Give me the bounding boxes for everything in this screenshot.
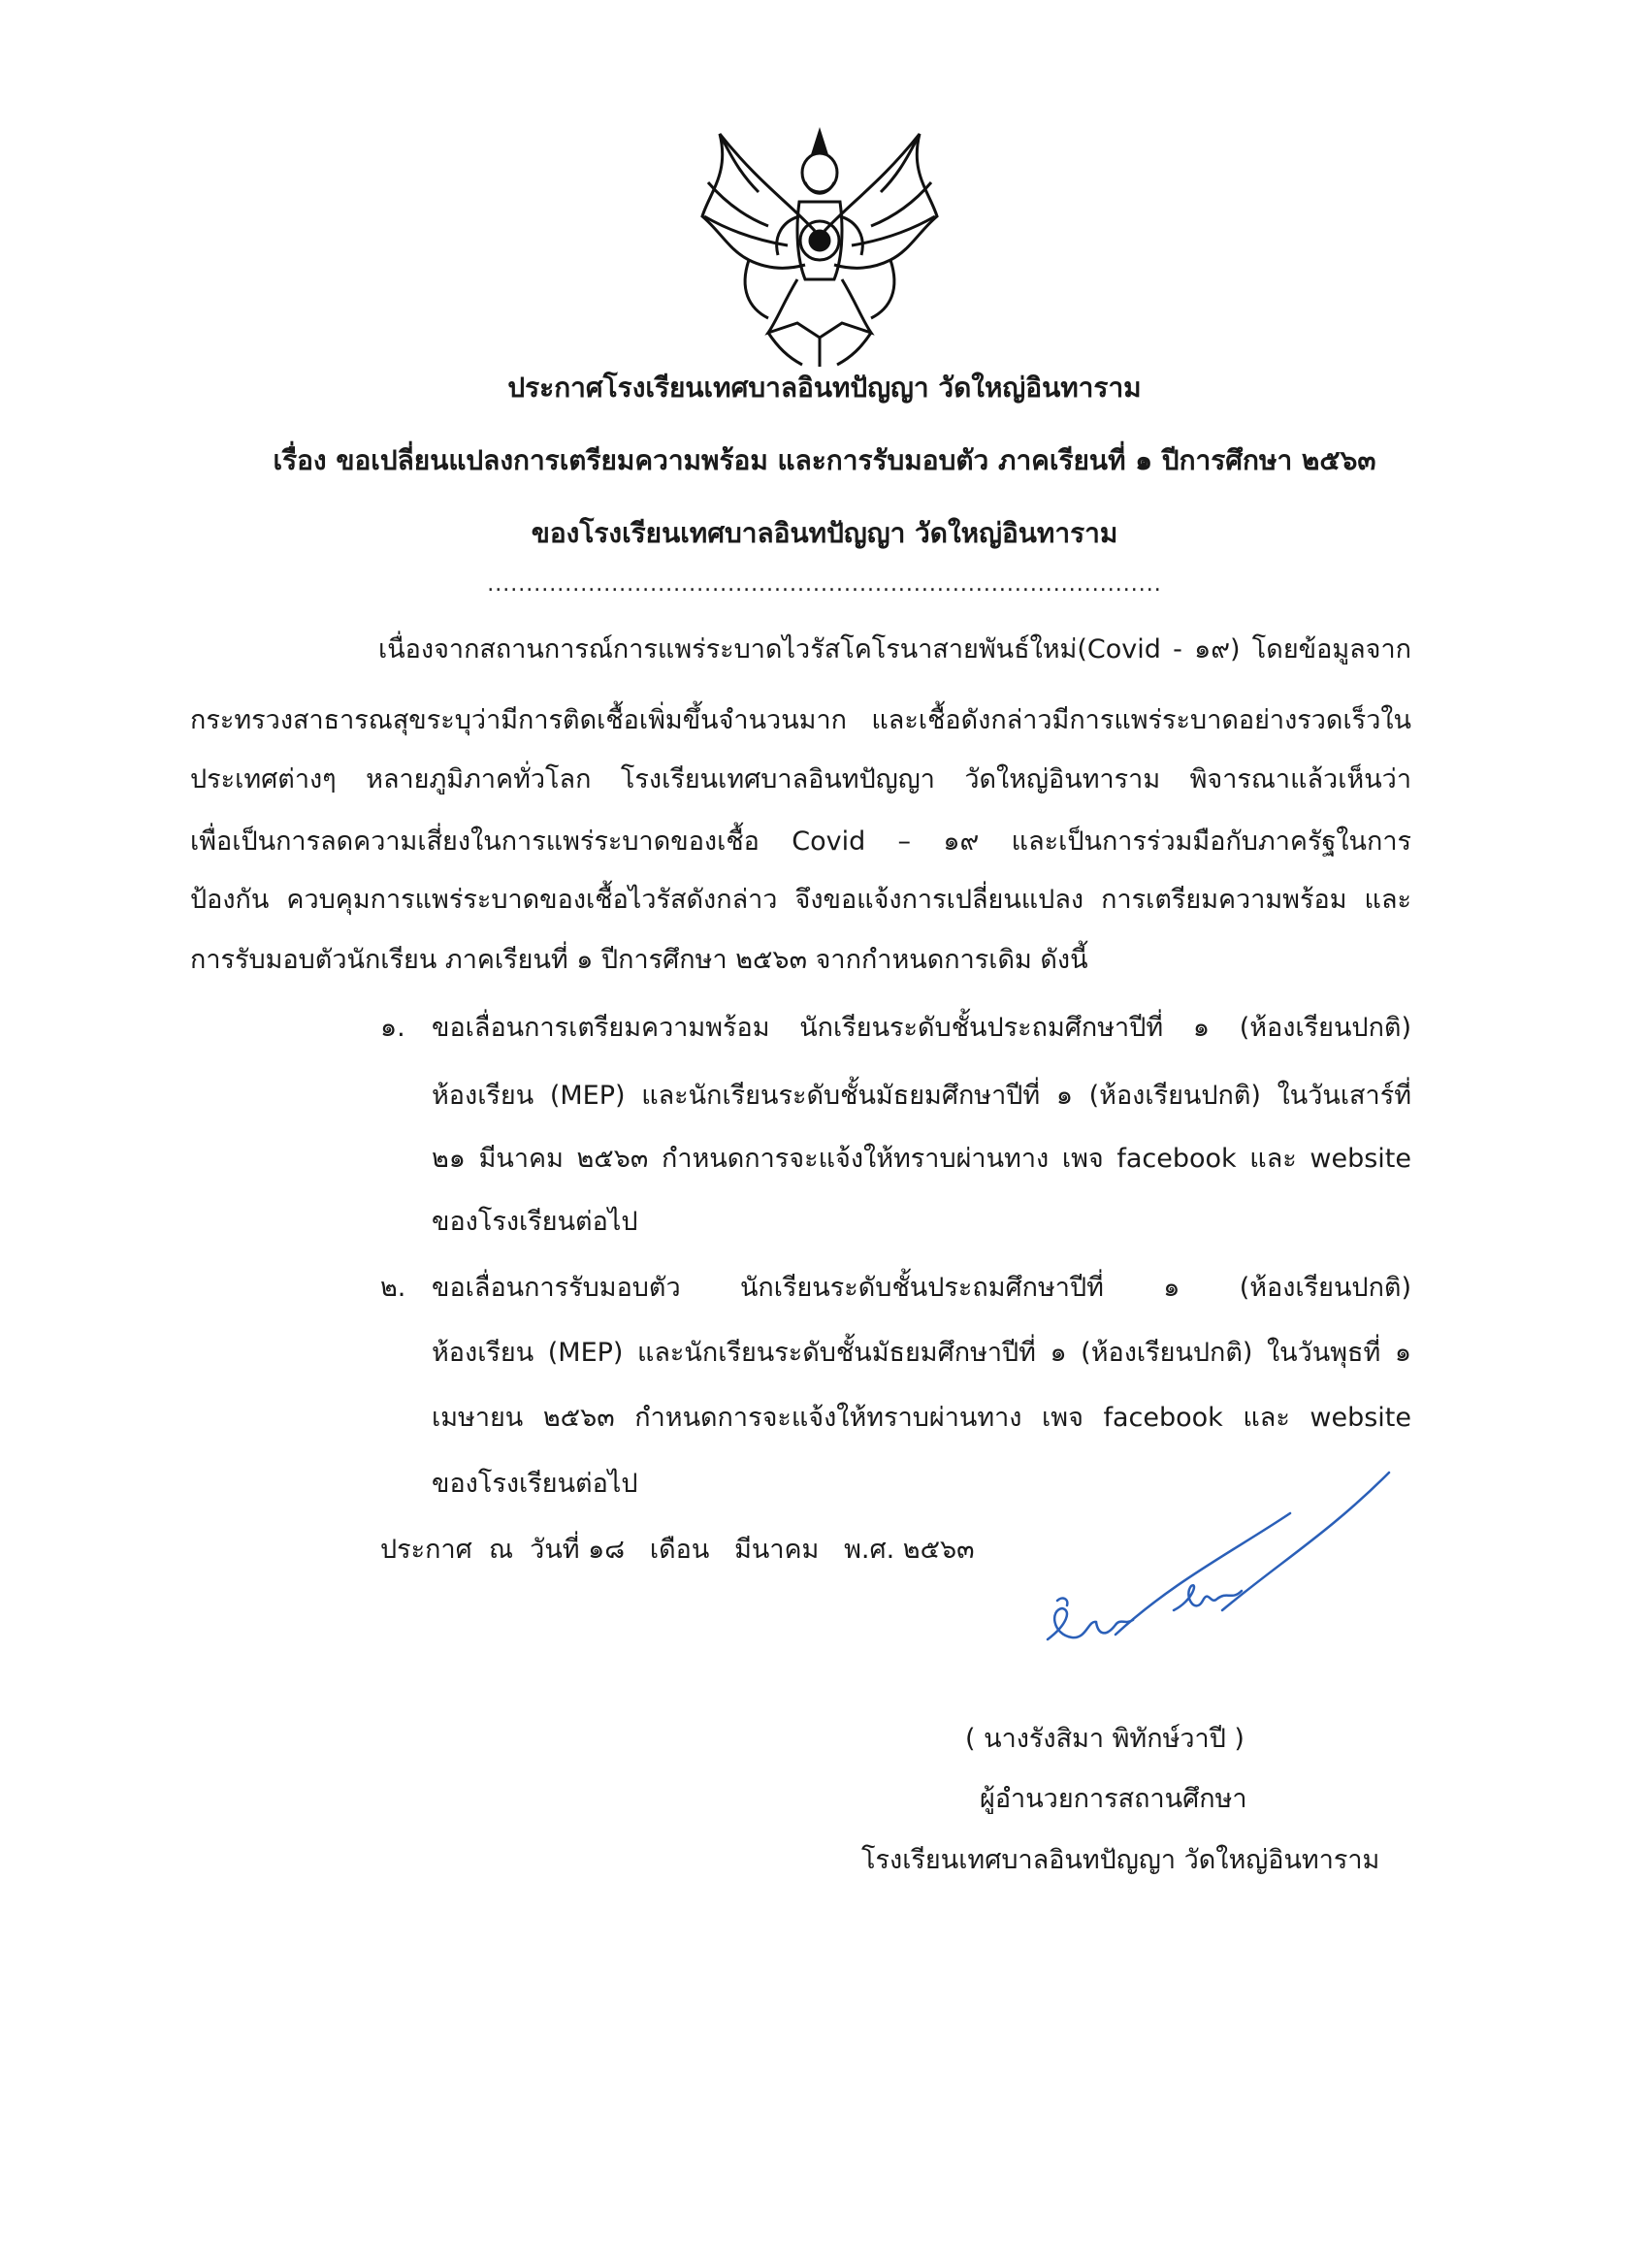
announce-date: ประกาศ ณ วันที่ ๑๘ เดือน มีนาคม พ.ศ. ๒๕๖๓: [380, 1535, 975, 1565]
signer-position: ผู้อำนวยการสถานศึกษา: [980, 1784, 1247, 1814]
signer-name: ( นางรังสิมา พิทักษ์วาปี ): [965, 1724, 1245, 1754]
paragraph-line: กระทรวงสาธารณสุขระบุว่ามีการติดเชื้อเพิ่มขึ้นจำนวนมาก และเชื้อดังกล่าวมีการแพร่ระบาดอย่างรวดเร็วใน: [190, 705, 1411, 735]
title-separator: .......................................................................................: [487, 572, 1162, 597]
signer-organization: โรงเรียนเทศบาลอินทปัญญา วัดใหญ่อินทาราม: [861, 1845, 1380, 1875]
item-number: ๒.: [380, 1273, 406, 1303]
item-line: ของโรงเรียนต่อไป: [432, 1207, 638, 1237]
item-line: ขอเลื่อนการเตรียมความพร้อม นักเรียนระดับชั้นประถมศึกษาปีที่ ๑ (ห้องเรียนปกติ): [432, 1013, 1411, 1043]
handwritten-signature-icon: [1028, 1455, 1397, 1688]
paragraph-line: เนื่องจากสถานการณ์การแพร่ระบาดไวรัสโคโรนาสายพันธ์ใหม่(Covid - ๑๙) โดยข้อมูลจาก: [378, 634, 1411, 664]
paragraph-line: ประเทศต่างๆ หลายภูมิภาคทั่วโลก โรงเรียนเทศบาลอินทปัญญา วัดใหญ่อินทาราม พิจารณาแล้วเห็นว่า: [190, 764, 1411, 794]
item-line: ขอเลื่อนการรับมอบตัว นักเรียนระดับชั้นประถมศึกษาปีที่ ๑ (ห้องเรียนปกติ): [432, 1273, 1411, 1303]
item-number: ๑.: [380, 1013, 405, 1043]
paragraph-line: การรับมอบตัวนักเรียน ภาคเรียนที่ ๑ ปีการศึกษา ๒๕๖๓ จากกำหนดการเดิม ดังนี้: [190, 945, 1088, 975]
item-line: เมษายน ๒๕๖๓ กำหนดการจะแจ้งให้ทราบผ่านทาง เพจ facebook และ website: [432, 1403, 1411, 1433]
paragraph-line: ป้องกัน ควบคุมการแพร่ระบาดของเชื้อไวรัสดังกล่าว จึงขอแจ้งการเปลี่ยนแปลง การเตรียมความพร้อม และ: [190, 885, 1411, 915]
item-line: ห้องเรียน (MEP) และนักเรียนระดับชั้นมัธยมศึกษาปีที่ ๑ (ห้องเรียนปกติ) ในวันพุธที่ ๑: [432, 1338, 1411, 1368]
item-line: ๒๑ มีนาคม ๒๕๖๓ กำหนดการจะแจ้งให้ทราบผ่านทาง เพจ facebook และ website: [432, 1144, 1411, 1174]
title-line-2: เรื่อง ขอเปลี่ยนแปลงการเตรียมความพร้อม และการรับมอบตัว ภาคเรียนที่ ๑ ปีการศึกษา ๒๕๖๓: [273, 444, 1376, 476]
item-line: ของโรงเรียนต่อไป: [432, 1469, 638, 1499]
item-line: ห้องเรียน (MEP) และนักเรียนระดับชั้นมัธยมศึกษาปีที่ ๑ (ห้องเรียนปกติ) ในวันเสาร์ที่: [432, 1081, 1411, 1111]
paragraph-line: เพื่อเป็นการลดความเสี่ยงในการแพร่ระบาดของเชื้อ Covid – ๑๙ และเป็นการร่วมมือกับภาครัฐในการ: [190, 826, 1411, 857]
title-line-3: ของโรงเรียนเทศบาลอินทปัญญา วัดใหญ่อินทาราม: [531, 517, 1118, 549]
title-line-1: ประกาศโรงเรียนเทศบาลอินทปัญญา วัดใหญ่อินทาราม: [507, 372, 1142, 404]
garuda-emblem-icon: [691, 124, 949, 371]
